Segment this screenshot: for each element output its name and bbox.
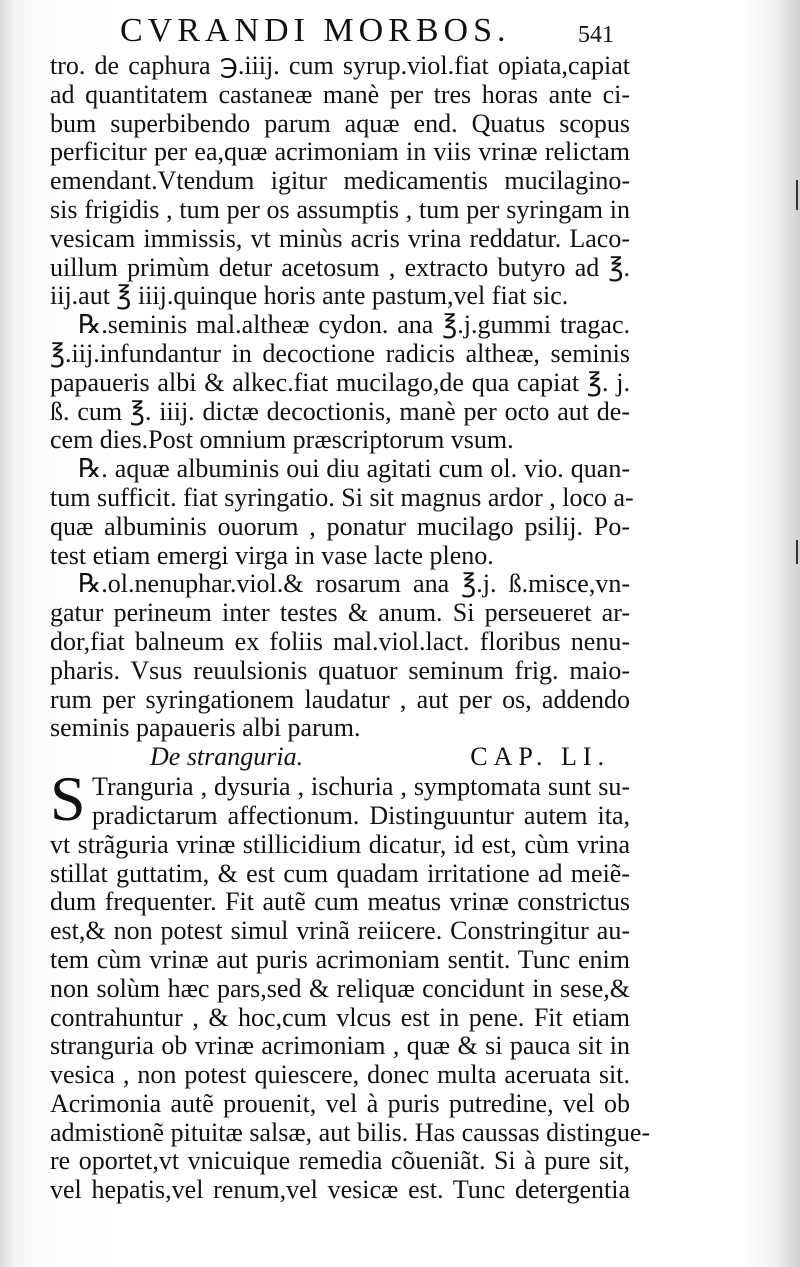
paragraph <box>50 570 630 743</box>
text-line: non solùm hæc pars,sed & reliquæ concidunt in sese,& <box>50 973 630 1003</box>
text-line: stranguria ob vrinæ acrimoniam , quæ & si pauca sit in <box>50 1031 630 1061</box>
text-line: test etiam emergi virga in vase lacte pleno. <box>50 540 494 570</box>
text-line: vel hepatis,vel renum,vel vesicæ est. Tunc detergentia <box>50 1175 630 1205</box>
page-number: 541 <box>578 22 614 48</box>
text-line: Tranguria , dysuria , ischuria , symptomata sunt su- <box>92 772 630 802</box>
running-title: CVRANDI MORBOS. <box>120 12 511 49</box>
text-line: papaueris albi & alkec.fiat mucilago,de qua capiat ℥. j. <box>50 367 630 397</box>
page-edge-mark <box>796 540 798 564</box>
text-line: seminis papaueris albi parum. <box>50 713 361 743</box>
text-line: Acrimonia autẽ prouenit, vel à puris putredine, vel ob <box>50 1088 630 1118</box>
chapter-heading <box>50 743 630 773</box>
text-line: ℞. aquæ albuminis oui diu agitati cum ol. vio. quan- <box>78 454 630 484</box>
drop-capital: S <box>50 763 86 835</box>
paragraph <box>50 311 630 455</box>
text-line: vesica , non potest quiescere, donec multa aceruata sit. <box>50 1060 630 1090</box>
text-line: tro. de caphura ℈.iiij. cum syrup.viol.fiat opiata,capiat <box>50 51 630 80</box>
text-line: iij.aut ℥ iiij.quinque horis ante pastum,vel fiat sic. <box>50 281 569 311</box>
text-line: pradictarum affectionum. Distinguuntur autem ita, <box>92 800 630 830</box>
paragraph <box>50 52 630 311</box>
text-line: ℥.iij.infundantur in decoctione radicis altheæ, seminis <box>50 338 630 368</box>
text-line: emendant.Vtendum igitur medicamentis mucilagino- <box>50 166 630 196</box>
page-header <box>0 12 800 52</box>
chapter-title: De stranguria. <box>150 742 304 772</box>
text-line: gatur perineum inter testes & anum. Si perseueret ar- <box>50 598 630 628</box>
text-line: tum sufficit. fiat syringatio. Si sit magnus ardor , loco a- <box>50 482 634 512</box>
text-line: rum per syringationem laudatur , aut per os, addendo <box>50 684 630 714</box>
page-edge-mark <box>796 180 798 210</box>
text-line: dor,fiat balneum ex foliis mal.viol.lact. floribus nenu- <box>50 626 630 656</box>
text-line: contrahuntur , & hoc,cum vlcus est in pene. Fit etiam <box>50 1002 630 1032</box>
text-line: perficitur per ea,quæ acrimoniam in viis vrinæ relictam <box>50 137 630 167</box>
text-line: bum superbibendo parum aquæ end. Quatus scopus <box>50 108 630 138</box>
chapter-text <box>50 763 651 1205</box>
text-line: vt strãguria vrinæ stillicidium dicatur, id est, cùm vrina <box>50 829 630 859</box>
text-line: ad quantitatem castaneæ manè per tres horas ante ci- <box>50 79 630 109</box>
text-line: ß. cum ℥. iiij. dictæ decoctionis, manè per octo aut de- <box>50 396 630 426</box>
text-line: quæ albuminis ouorum , ponatur mucilago psilij. Po- <box>50 511 630 541</box>
text-line: vesicam immissis, vt minùs acris vrina reddatur. Laco- <box>50 223 630 253</box>
text-line: re oportet,vt vnicuique remedia cõueniãt. Si à pure sit, <box>50 1146 630 1176</box>
body-text <box>50 51 651 1205</box>
text-line: cem dies.Post omnium præscriptorum vsum. <box>50 425 514 455</box>
paragraph <box>50 454 634 570</box>
text-line: tem cùm vrinæ aut puris acrimoniam sentit. Tunc enim <box>50 944 630 974</box>
text-line: est,& non potest simul vrinã reiicere. Constringitur au- <box>50 916 630 946</box>
text-line: stillat guttatim, & est cum quadam irritatione ad meiẽ- <box>50 858 630 888</box>
text-line: uillum primùm detur acetosum , extracto butyro ad ℥. <box>50 252 630 282</box>
text-line: admistionẽ pituitæ salsæ, aut bilis. Has caussas distingue- <box>50 1117 651 1147</box>
text-line: ℞.seminis mal.altheæ cydon. ana ℥.j.gummi tragac. <box>78 310 630 340</box>
text-line: ℞.ol.nenuphar.viol.& rosarum ana ℥.j. ß.misce,vn- <box>78 569 630 599</box>
text-line: sis frigidis , tum per os assumptis , tum per syringam in <box>50 194 630 224</box>
text-line: pharis. Vsus reuulsionis quatuor seminum frig. maio- <box>50 655 630 685</box>
chapter-number: CAP. LI. <box>470 742 610 772</box>
text-line: dum frequenter. Fit autẽ cum meatus vrinæ constrictus <box>50 887 630 917</box>
